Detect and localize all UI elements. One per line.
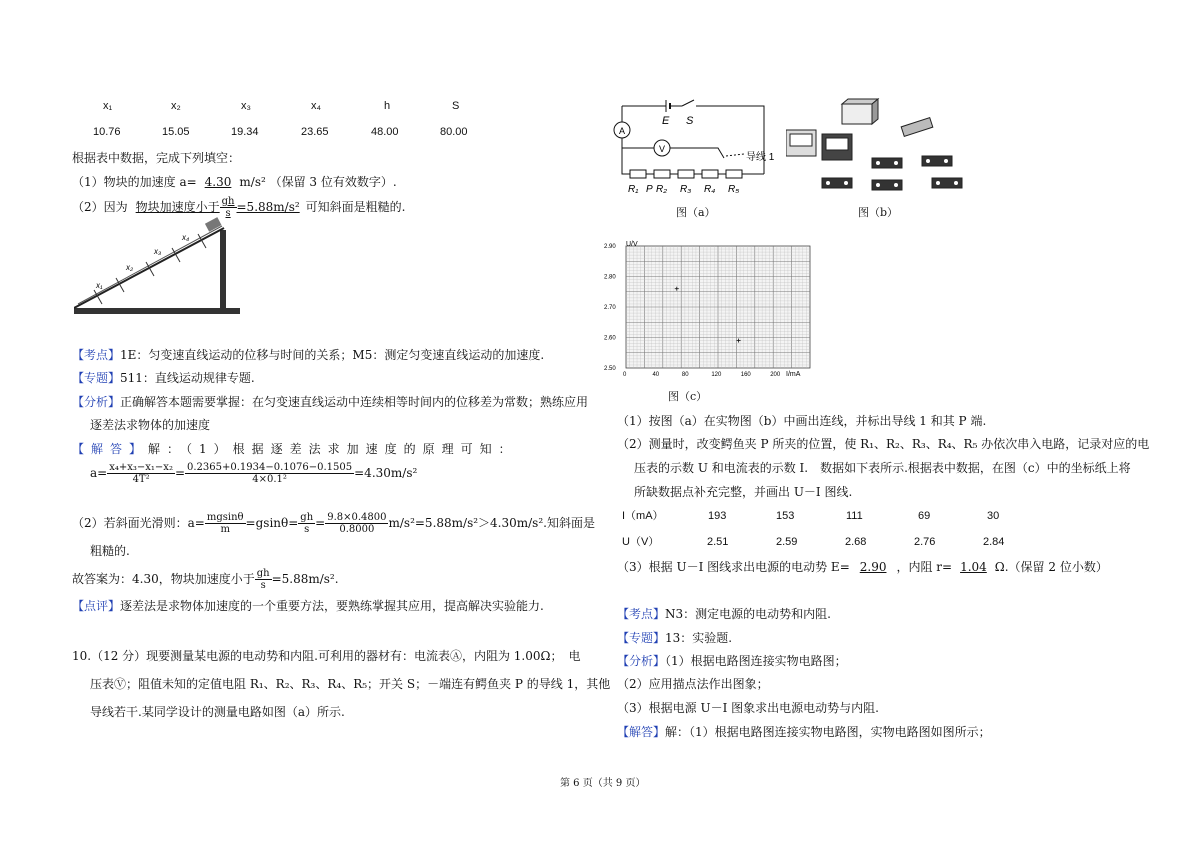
fenxi-line-2: 逐差法求物体的加速度 — [90, 418, 211, 432]
label-wire-1: 导线 1 — [746, 152, 775, 163]
dianping-tag: 【点评】 — [72, 599, 121, 613]
circuit-diagram-a — [606, 96, 786, 206]
table-header-x1: x₁ — [103, 100, 113, 112]
table-header-s: S — [452, 100, 460, 112]
table-cell: 69 — [918, 510, 931, 522]
label-r4: R₄ — [704, 184, 716, 195]
table-header-h: h — [384, 100, 391, 112]
ui-chart-c — [600, 236, 814, 382]
right-fenxi-3: （3）根据电源 U－I 图象求出电源电动势与内阻. — [617, 701, 879, 715]
right-fenxi: 【分析】（1）根据电路图连接实物电路图； — [617, 654, 847, 668]
table-cell: 80.00 — [440, 126, 468, 138]
svg-text:x₃: x₃ — [154, 247, 162, 256]
jieda-line: 【解答】解：（1）根据逐差法求加速度的原理可知： — [72, 442, 518, 456]
label-e: E — [662, 115, 670, 127]
x-tick-label: 120 — [711, 372, 722, 378]
x-tick-label: 200 — [770, 372, 781, 378]
label-r1: R₁ — [628, 184, 639, 195]
fenxi-tag: 【分析】 — [72, 395, 121, 409]
kaodian-line: 【考点】1E：匀变速直线运动的位移与时间的关系；M5：测定匀变速直线运动的加速度. — [72, 348, 545, 362]
y-tick-label: 2.50 — [604, 366, 616, 372]
kaodian-tag: 【考点】 — [617, 607, 666, 621]
chart-grid — [626, 246, 810, 368]
y-tick-label: 2.70 — [604, 305, 616, 311]
table-cell: 193 — [708, 510, 727, 522]
question-1: （1）物块的加速度 a= 4.30 m/s² （保留 3 位有效数字）. — [72, 175, 397, 189]
incline-diagram — [74, 212, 242, 318]
table-cell: 153 — [776, 510, 795, 522]
zhuanti-line: 【专题】511：直线运动规律专题. — [72, 371, 255, 385]
table-cell: 111 — [846, 510, 863, 522]
dianping-line: 【点评】逐差法是求物体加速度的一个重要方法，要熟练掌握其应用，提高解决实验能力. — [72, 599, 544, 613]
page-footer: 第 6 页（共 9 页） — [560, 778, 646, 789]
right-q3: （3）根据 U－I 图线求出电源的电动势 E= 2.90 ，内阻 r= 1.04 Ω.（保留 2 位小数） — [617, 560, 1108, 574]
table-header-x4: x₄ — [311, 100, 321, 112]
svg-text:x₁: x₁ — [96, 281, 103, 290]
table-row-label-u: U（V） — [622, 536, 660, 548]
zhuanti-tag: 【专题】 — [72, 371, 121, 385]
voltmeter-label: V — [659, 144, 666, 154]
jieda-tag: 【解答】 — [72, 442, 149, 456]
chart-xlabel: I/mA — [786, 371, 801, 378]
formula-1: a= $\frac{\text{x₄+x₃−x₁−x₂}}{\text{4T²}}$ = $\frac{0.2365+0.1934-0.1076-0.1505}{\text{4×0.1²}}$ =4.30m/s² — [90, 462, 418, 485]
table-cell: 2.76 — [914, 536, 936, 548]
jieda-tag: 【解答】 — [617, 725, 666, 739]
ammeter-label: A — [619, 126, 626, 136]
fig-b-caption: 图（b） — [858, 206, 899, 219]
table-cell: 19.34 — [231, 126, 259, 138]
question-2: （2）因为 物块加速度小于 $\frac{gh}{s}$ =5.88m/s² 可知斜面是粗糙的. — [72, 196, 406, 219]
answer-blank-e: 2.90 — [859, 560, 887, 574]
x-tick-label: 40 — [652, 372, 660, 378]
apparatus-diagram-b — [786, 98, 980, 202]
q10-line-2: 压表Ⓥ；阻值未知的定值电阻 R₁、R₂、R₃、R₄、R₅；开关 S；－端连有鳄鱼夹 P 的导线 1，其他 — [90, 677, 611, 691]
table-header-x2: x₂ — [171, 100, 181, 112]
y-tick-label: 2.80 — [604, 274, 616, 281]
label-s: S — [686, 115, 694, 127]
fig-c-caption: 图（c） — [668, 390, 708, 403]
intro-text: 根据表中数据，完成下列填空： — [72, 151, 241, 165]
table-cell: 48.00 — [371, 126, 399, 138]
right-jieda: 【解答】解：（1）根据电路图连接实物电路图，实物电路图如图所示； — [617, 725, 991, 739]
svg-text:x₂: x₂ — [126, 263, 134, 272]
right-kaodian: 【考点】N3：测定电源的电动势和内阻. — [617, 607, 831, 621]
kaodian-tag: 【考点】 — [72, 348, 121, 362]
table-cell: 23.65 — [301, 126, 329, 138]
right-zhuanti: 【专题】13：实验题. — [617, 631, 733, 645]
table-cell: 10.76 — [93, 126, 121, 138]
right-q2-line-2: 压表的示数 U 和电流表的示数 I. 数据如下表所示.根据表中数据，在图（c）中的坐标纸上将 — [634, 461, 1131, 475]
table-cell: 2.59 — [776, 536, 798, 548]
y-tick-label: 2.90 — [604, 244, 616, 250]
q10-line-3: 导线若干.某同学设计的测量电路如图（a）所示. — [90, 705, 345, 719]
right-q2-line-3: 所缺数据点补充完整，并画出 U－I 图线. — [634, 485, 853, 499]
right-fenxi-2: （2）应用描点法作出图象； — [617, 677, 769, 691]
table-cell: 15.05 — [162, 126, 190, 138]
table-header-x3: x₃ — [241, 100, 251, 112]
label-p: P — [646, 184, 653, 195]
fenxi-tag: 【分析】 — [617, 654, 666, 668]
x-tick-label: 0 — [623, 372, 627, 378]
table-cell: 30 — [987, 510, 1000, 522]
right-q1: （1）按图（a）在实物图（b）中画出连线，并标出导线 1 和其 P 端. — [617, 414, 987, 428]
table-cell: 2.68 — [845, 536, 867, 548]
label-r3: R₃ — [680, 184, 692, 195]
fenxi-line: 【分析】正确解答本题需要掌握：在匀变速直线运动中连续相等时间内的位移差为常数；熟练应用 — [72, 395, 589, 409]
label-r5: R₅ — [728, 184, 740, 195]
formula-2-cont: 粗糙的. — [90, 544, 130, 558]
table-row-label-i: I（mA） — [622, 510, 664, 522]
answer-blank-r: 1.04 — [960, 560, 987, 574]
table-cell: 2.84 — [983, 536, 1005, 548]
zhuanti-tag: 【专题】 — [617, 631, 666, 645]
right-q2-line-1: （2）测量时，改变鳄鱼夹 P 所夹的位置，使 R₁、R₂、R₃、R₄、R₅ 办依次串入电路，记录对应的电 — [617, 437, 1150, 451]
x-tick-label: 80 — [681, 372, 689, 378]
label-r2: R₂ — [656, 184, 668, 195]
y-tick-label: 2.60 — [604, 335, 616, 342]
fig-a-caption: 图（a） — [676, 206, 716, 219]
answer-summary: 故答案为：4.30，物块加速度小于 $\frac{gh}{s}$ =5.88m/s². — [72, 568, 339, 591]
chart-ylabel: U/V — [626, 241, 638, 248]
x-tick-label: 160 — [740, 372, 751, 378]
q10-line-1: 10.（12 分）现要测量某电源的电动势和内阻.可利用的器材有：电流表Ⓐ，内阻为 1.00Ω； 电 — [72, 649, 581, 663]
table-cell: 2.51 — [707, 536, 729, 548]
svg-text:x₄: x₄ — [182, 233, 190, 242]
formula-2: （2）若斜面光滑则：a= $\frac{mgsin\theta}{m}$ =gsinθ= $\frac{gh}{s}$ = $\frac{9.8\times 0.4800}{0.8000}$ m/s²=5.88m/s²＞4.30m/s².知斜面是 — [72, 512, 595, 535]
answer-blank-a: 4.30 — [204, 175, 232, 189]
